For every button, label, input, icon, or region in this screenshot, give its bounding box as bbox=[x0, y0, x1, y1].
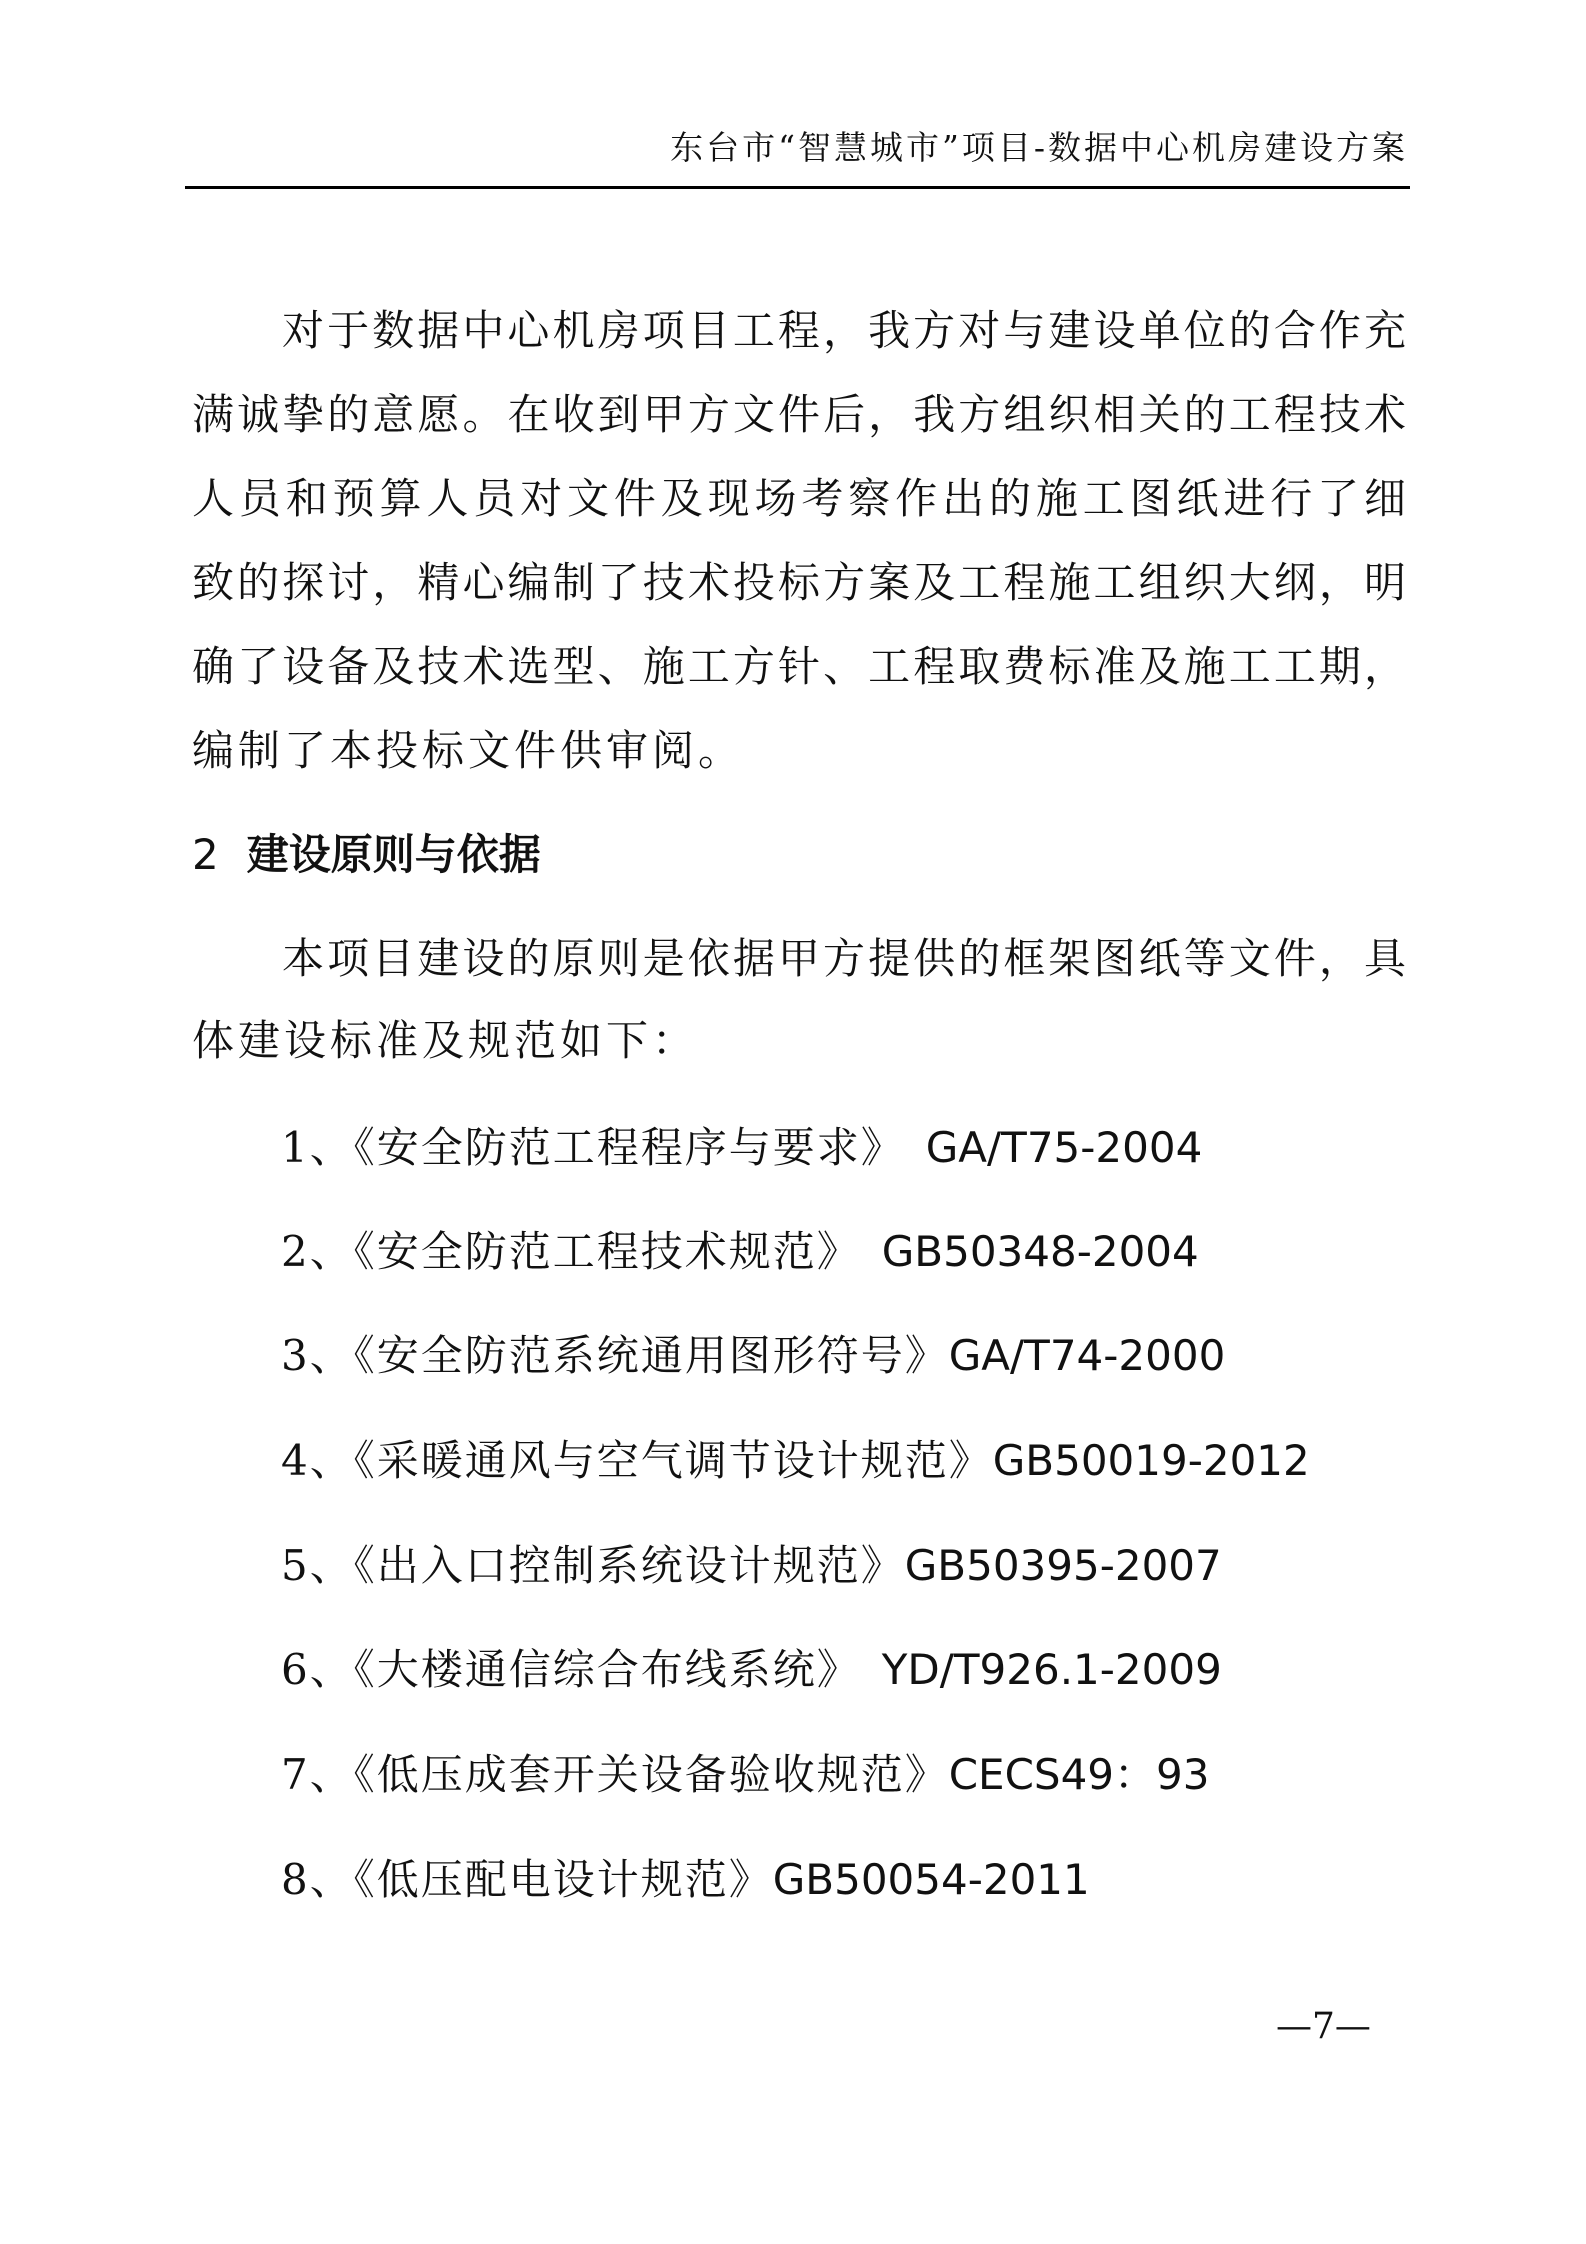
standard-item bbox=[281, 1750, 1209, 1800]
paragraph-line: 编制了本投标文件供审阅。 bbox=[192, 726, 745, 775]
standard-item bbox=[281, 1436, 1310, 1486]
standard-title: 3、《安全防范系统通用图形符号》 bbox=[281, 1331, 949, 1380]
running-header: 东台市“智慧城市”项目-数据中心机房建设方案 bbox=[670, 128, 1408, 167]
standard-code: YD/T926.1-2009 bbox=[839, 1645, 1222, 1694]
standard-item bbox=[281, 1331, 1225, 1381]
standard-code: GB50054-2011 bbox=[772, 1855, 1090, 1904]
paragraph-line: 致的探讨，精心编制了技术投标方案及工程施工组织大纲，明 bbox=[192, 558, 1406, 607]
header-rule bbox=[185, 186, 1410, 189]
standard-code: GA/T74-2000 bbox=[948, 1331, 1226, 1380]
paragraph-line: 本项目建设的原则是依据甲方提供的框架图纸等文件，具 bbox=[282, 934, 1406, 983]
standard-item bbox=[281, 1541, 1222, 1591]
paragraph-line: 体建设标准及规范如下： bbox=[192, 1016, 699, 1065]
standard-title: 8、《低压配电设计规范》 bbox=[281, 1855, 773, 1904]
standard-code: CECS49：93 bbox=[948, 1750, 1210, 1799]
paragraph-line: 人员和预算人员对文件及现场考察作出的施工图纸进行了细 bbox=[192, 474, 1406, 523]
standard-title: 1、《安全防范工程程序与要求》 bbox=[281, 1123, 884, 1172]
section-number: 2 bbox=[192, 830, 219, 879]
standard-code: GA/T75-2004 bbox=[883, 1123, 1203, 1172]
standard-title: 7、《低压成套开关设备验收规范》 bbox=[281, 1750, 949, 1799]
paragraph-line: 满诚挚的意愿。在收到甲方文件后，我方组织相关的工程技术 bbox=[192, 390, 1406, 439]
section-heading bbox=[192, 830, 541, 880]
page-number: —7— bbox=[1276, 2006, 1371, 2047]
standard-title: 5、《出入口控制系统设计规范》 bbox=[281, 1541, 905, 1590]
paragraph-line: 确了设备及技术选型、施工方针、工程取费标准及施工工期， bbox=[192, 642, 1406, 691]
standard-item bbox=[281, 1227, 1199, 1277]
paragraph-line: 对于数据中心机房项目工程，我方对与建设单位的合作充 bbox=[282, 306, 1406, 355]
standard-title: 6、《大楼通信综合布线系统》 bbox=[281, 1645, 840, 1694]
standard-item bbox=[281, 1645, 1222, 1695]
standard-item bbox=[281, 1123, 1202, 1173]
section-title: 建设原则与依据 bbox=[246, 830, 541, 879]
standard-title: 2、《安全防范工程技术规范》 bbox=[281, 1227, 840, 1276]
standard-code: GB50348-2004 bbox=[839, 1227, 1199, 1276]
standard-code: GB50019-2012 bbox=[992, 1436, 1310, 1485]
standard-code: GB50395-2007 bbox=[904, 1541, 1222, 1590]
standard-title: 4、《采暖通风与空气调节设计规范》 bbox=[281, 1436, 993, 1485]
standard-item bbox=[281, 1855, 1090, 1905]
